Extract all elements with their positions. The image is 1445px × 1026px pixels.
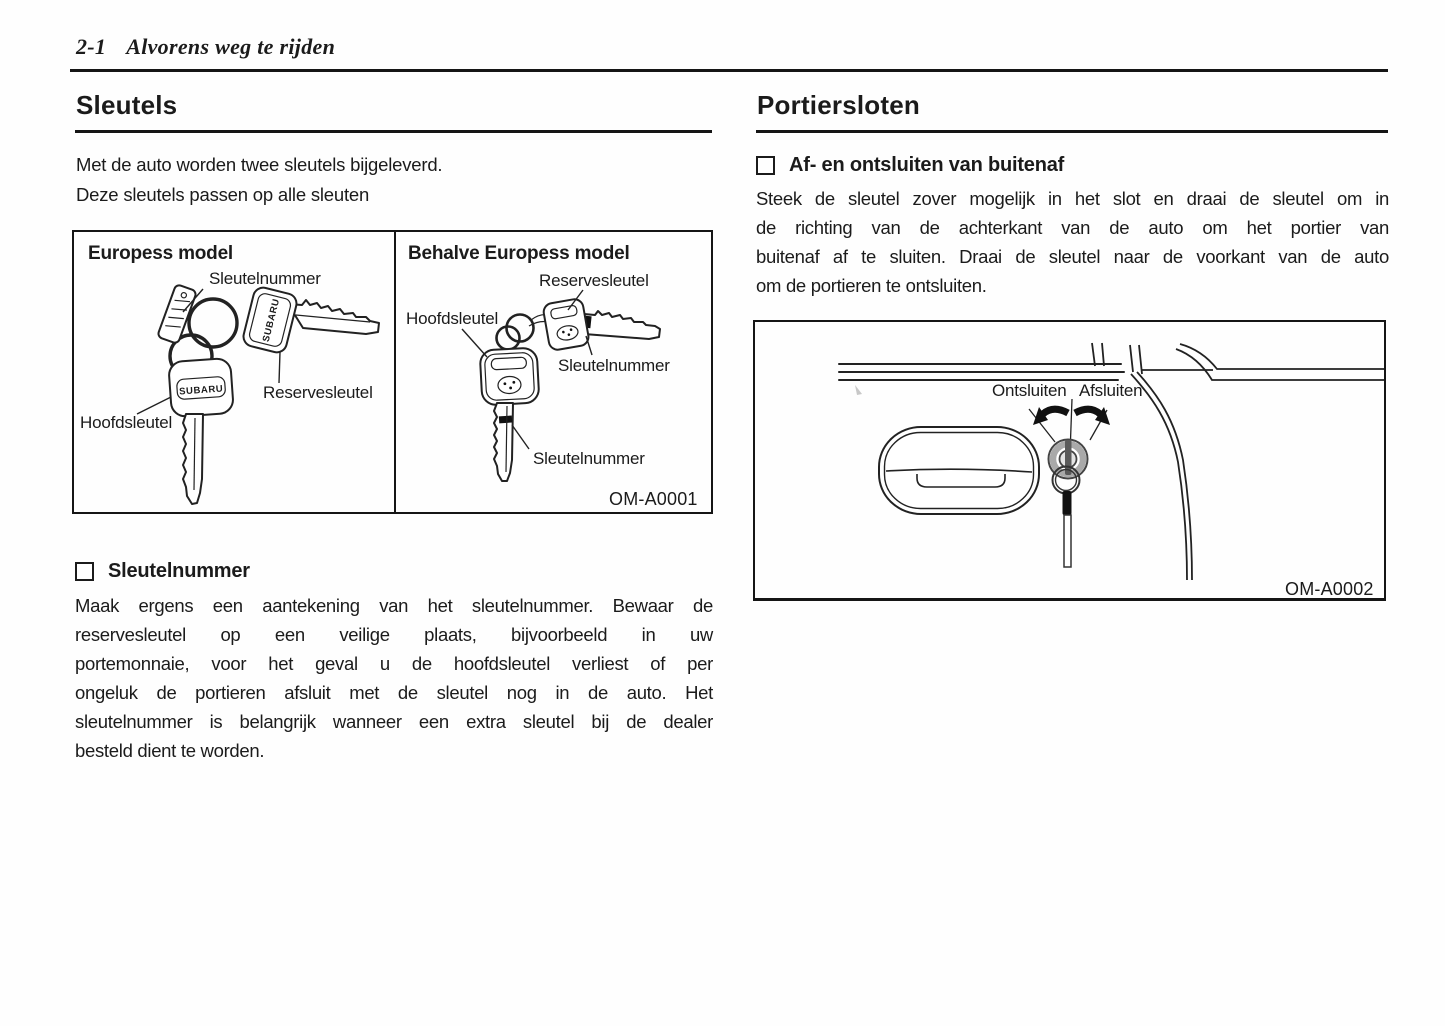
section-title-sleutels: Sleutels bbox=[76, 90, 178, 120]
subsection-key-number bbox=[75, 560, 250, 583]
figure-panel-europe bbox=[74, 232, 396, 512]
paragraph-line: de richting van de achterkant van de auto om het portier van bbox=[756, 217, 1389, 238]
label-spare-key: Reservesleutel bbox=[263, 383, 373, 402]
brand-text: SUBARU bbox=[260, 297, 283, 344]
key-ring-icon bbox=[497, 327, 520, 350]
roof-curve bbox=[1142, 344, 1384, 380]
panel-title: Behalve Europess model bbox=[408, 243, 630, 264]
chapter-title: Alvorens weg te rijden bbox=[126, 34, 336, 59]
header-rule bbox=[70, 69, 1388, 72]
key-ring-icon bbox=[189, 299, 237, 347]
figure-code: OM-A0001 bbox=[609, 489, 698, 509]
section-title-portiersloten: Portiersloten bbox=[757, 90, 920, 120]
paragraph-line: Maak ergens een aantekening van het sleutelnummer. Bewaar de bbox=[75, 595, 713, 616]
paragraph-line: Steek de sleutel zover mogelijk in het slot en draai de sleutel om in bbox=[756, 188, 1389, 209]
lock-paragraph bbox=[756, 184, 1389, 300]
label-key-number-spare: Sleutelnummer bbox=[558, 356, 670, 375]
paragraph-line: buitenaf af te sluiten. Draai de sleutel naar de voorkant van de auto bbox=[756, 246, 1389, 267]
main-key-head-icon bbox=[480, 348, 540, 406]
subsection-title: Sleutelnummer bbox=[108, 560, 250, 582]
door-lock-illustration bbox=[755, 322, 1384, 598]
door-handle-icon bbox=[879, 427, 1039, 514]
panel-title: Europess model bbox=[88, 243, 234, 264]
paragraph-line: portemonnaie, voor het geval u de hoofdsleutel verliest of per bbox=[75, 653, 713, 674]
paragraph-line: reservesleutel op een veilige plaats, bijvoorbeeld in uw bbox=[75, 624, 713, 645]
label-lock: Afsluiten bbox=[1079, 381, 1143, 400]
subsection-lock-outside bbox=[756, 154, 1064, 177]
figure-keys bbox=[72, 230, 713, 514]
spare-key-blade-icon bbox=[584, 311, 660, 339]
unlock-arrow-icon bbox=[1033, 407, 1068, 425]
label-main-key: Hoofdsleutel bbox=[406, 309, 499, 328]
keys-except-europe-illustration bbox=[396, 232, 710, 511]
label-spare-key: Reservesleutel bbox=[539, 271, 649, 290]
main-key-blade-icon bbox=[494, 403, 513, 481]
figure-code: OM-A0002 bbox=[1285, 579, 1374, 598]
lock-arrow-icon bbox=[1075, 407, 1110, 425]
key-number-paragraph bbox=[75, 591, 713, 765]
paragraph-line: besteld dient te worden. bbox=[75, 740, 265, 761]
main-key-blade-icon bbox=[183, 414, 203, 504]
spare-key-blade-icon bbox=[288, 300, 379, 334]
b-pillar-curve bbox=[1131, 372, 1192, 580]
key-fob-icon bbox=[1063, 491, 1072, 567]
paragraph-line: ongeluk de portieren afsluit met de sleutel nog in de auto. Het bbox=[75, 682, 713, 703]
intro-text bbox=[76, 150, 442, 210]
section-rule-right bbox=[756, 130, 1388, 133]
intro-line: Met de auto worden twee sleutels bijgeleverd. bbox=[76, 154, 443, 175]
paragraph-line: sleutelnummer is belangrijk wanneer een extra sleutel bij de dealer bbox=[75, 711, 713, 732]
speck-mark bbox=[855, 385, 862, 395]
label-key-number-main: Sleutelnummer bbox=[533, 449, 645, 468]
figure-door-lock bbox=[753, 320, 1386, 601]
keys-europe-illustration bbox=[74, 232, 394, 511]
spare-key-head-icon bbox=[542, 298, 590, 351]
checkbox-square-icon bbox=[75, 562, 94, 581]
pillar-lines bbox=[1092, 343, 1142, 374]
brand-text: SUBARU bbox=[178, 383, 224, 398]
label-main-key: Hoofdsleutel bbox=[80, 413, 173, 432]
intro-line: Deze sleutels passen op alle sleuten bbox=[76, 184, 370, 205]
subsection-title: Af- en ontsluiten van buitenaf bbox=[789, 154, 1065, 176]
section-rule-left bbox=[75, 130, 712, 133]
figure-panel-except-europe bbox=[396, 232, 710, 512]
key-number-stamp-icon bbox=[499, 416, 512, 424]
label-unlock: Ontsluiten bbox=[992, 381, 1067, 400]
checkbox-square-icon bbox=[756, 156, 775, 175]
label-key-number: Sleutelnummer bbox=[209, 269, 321, 288]
chapter-number: 2-1 bbox=[76, 34, 107, 59]
paragraph-line: om de portieren te ontsluiten. bbox=[756, 275, 987, 296]
chapter-header bbox=[76, 34, 335, 60]
door-edge-lines bbox=[839, 364, 1124, 380]
